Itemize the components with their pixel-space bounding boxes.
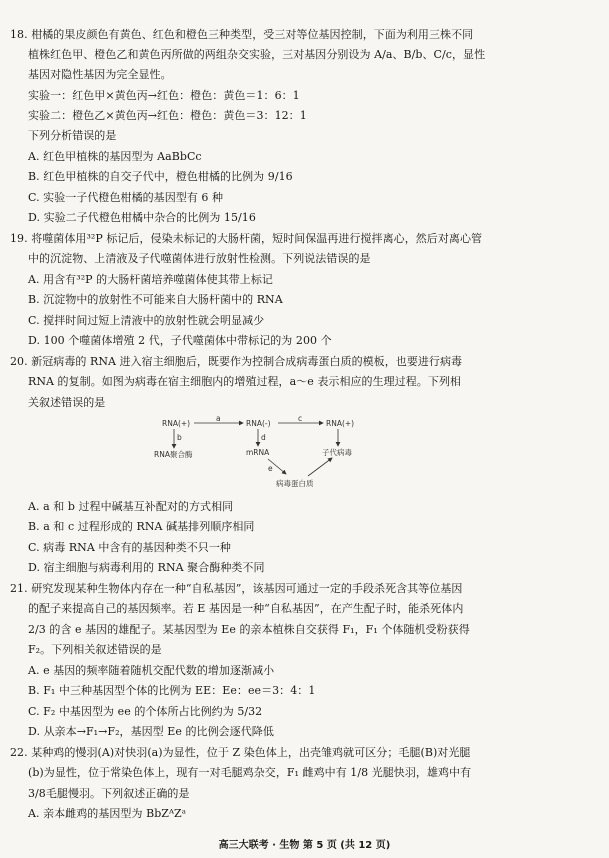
q19-stem-2: 中的沉淀物、上清液及子代噬菌体进行放射性检测。下列说法错误的是 — [28, 252, 371, 265]
node-rna-positive-1: RNA(+) — [162, 419, 191, 428]
q18-option-c: C. 实验一子代橙色柑橘的基因型有 6 种 — [28, 191, 224, 204]
q19-stem-1: 19. 将噬菌体用³²P 标记后，侵染未标记的大肠杆菌，短时间保温再进行搅拌离心，然后对离心管 — [10, 232, 483, 245]
q21-stem-2: 的配子来提高自己的基因频率。若 E 基因是一种“自私基因”，在产生配子时，能杀死体内 — [28, 602, 464, 615]
q18-exp2: 实验二：橙色乙×黄色丙→红色：橙色：黄色＝3：12：1 — [28, 109, 307, 122]
q22-option-a: A. 亲本雌鸡的基因型为 BbZᴬZᵃ — [28, 807, 187, 820]
q21-stem-4: F₂。下列相关叙述错误的是 — [28, 643, 162, 656]
node-viral-protein: 病毒蛋白质 — [276, 479, 314, 488]
q20-option-b: B. a 和 c 过程形成的 RNA 碱基排列顺序相同 — [28, 520, 255, 533]
q22-stem-2: (b)为显性，位于常染色体上，现有一对毛腿鸡杂交，F₁ 雌鸡中有 1/8 光腿快羽，雄鸡中有 — [28, 766, 472, 779]
q20-option-d: D. 宿主细胞与病毒利用的 RNA 聚合酶种类不同 — [28, 561, 265, 574]
q18-stem-3: 基因对隐性基因为完全显性。 — [28, 68, 172, 81]
q21-option-a: A. e 基因的频率随着随机交配代数的增加逐渐减小 — [28, 664, 275, 677]
q18-option-b: B. 红色甲植株的自交子代中，橙色柑橘的比例为 9/16 — [28, 170, 293, 183]
q22-stem-1: 22. 某种鸡的慢羽(A)对快羽(a)为显性，位于 Z 染色体上，出壳雏鸡就可区分；毛腿(B)对光腿 — [10, 746, 471, 759]
q22-stem-3: 3/8毛腿慢羽。下列叙述正确的是 — [28, 787, 190, 800]
q19-option-a: A. 用含有³²P 的大肠杆菌培养噬菌体使其带上标记 — [28, 273, 273, 286]
label-e: e — [268, 464, 273, 473]
page-footer: 高三大联考 · 生物 第 5 页 (共 12 页) — [218, 840, 391, 851]
q18-stem-1: 18. 柑橘的果皮颜色有黄色、红色和橙色三种类型，受三对等位基因控制，下面为利用三株不同 — [10, 28, 474, 41]
node-rna-negative: RNA(-) — [246, 419, 271, 428]
q20-stem-2: RNA 的复制。如图为病毒在宿主细胞内的增殖过程，a～e 表示相应的生理过程。下列相 — [28, 375, 462, 388]
q21-option-c: C. F₂ 中基因型为 ee 的个体所占比例约为 5/32 — [28, 705, 263, 718]
q21-option-d: D. 从亲本→F₁→F₂，基因型 Ee 的比例会逐代降低 — [28, 725, 274, 738]
node-progeny-virus: 子代病毒 — [322, 448, 352, 457]
q21-option-b: B. F₁ 中三种基因型个体的比例为 EE：Ee：ee＝3：4：1 — [28, 684, 316, 697]
q21-stem-3: 2/3 的含 e 基因的雄配子。某基因型为 Ee 的亲本植株自交获得 F₁，F₁ 个体随机受粉获得 — [28, 623, 470, 636]
q18-option-a: A. 红色甲植株的基因型为 AaBbCc — [28, 150, 202, 163]
node-mrna: mRNA — [246, 448, 270, 457]
q19-option-b: B. 沉淀物中的放射性不可能来自大肠杆菌中的 RNA — [28, 293, 283, 306]
q21-stem-1: 21. 研究发现某种生物体内存在一种“自私基因”，该基因可通过一定的手段杀死含其等位基因 — [10, 582, 463, 595]
arrow-protein-to-progeny — [308, 458, 332, 476]
q18-exp1: 实验一：红色甲×黄色丙→红色：橙色：黄色＝1：6：1 — [28, 89, 300, 102]
q18-prompt: 下列分析错误的是 — [28, 129, 117, 142]
label-c: c — [298, 416, 303, 423]
node-rna-polymerase: RNA聚合酶 — [154, 450, 193, 459]
node-rna-positive-2: RNA(+) — [326, 419, 355, 428]
q19-option-c: C. 搅拌时间过短上清液中的放射性就会明显减少 — [28, 314, 265, 327]
q20-option-c: C. 病毒 RNA 中含有的基因种类不只一种 — [28, 541, 231, 554]
q19-option-d: D. 100 个噬菌体增殖 2 代，子代噬菌体中带标记的为 200 个 — [28, 334, 332, 347]
label-a: a — [216, 416, 221, 423]
q18-option-d: D. 实验二子代橙色柑橘中杂合的比例为 15/16 — [28, 211, 256, 224]
label-d: d — [261, 433, 266, 442]
q18-stem-2: 植株红色甲、橙色乙和黄色丙所做的两组杂交实验，三对基因分别设为 A/a、B/b、C/c，显性 — [28, 48, 486, 61]
q20-stem-1: 20. 新冠病毒的 RNA 进入宿主细胞后，既要作为控制合成病毒蛋白质的模板，也要进行病毒 — [10, 355, 463, 368]
q20-option-a: A. a 和 b 过程中碱基互补配对的方式相同 — [28, 500, 234, 513]
label-b: b — [177, 433, 182, 442]
virus-replication-diagram — [150, 416, 370, 494]
q20-stem-3: 关叙述错误的是 — [28, 396, 106, 409]
